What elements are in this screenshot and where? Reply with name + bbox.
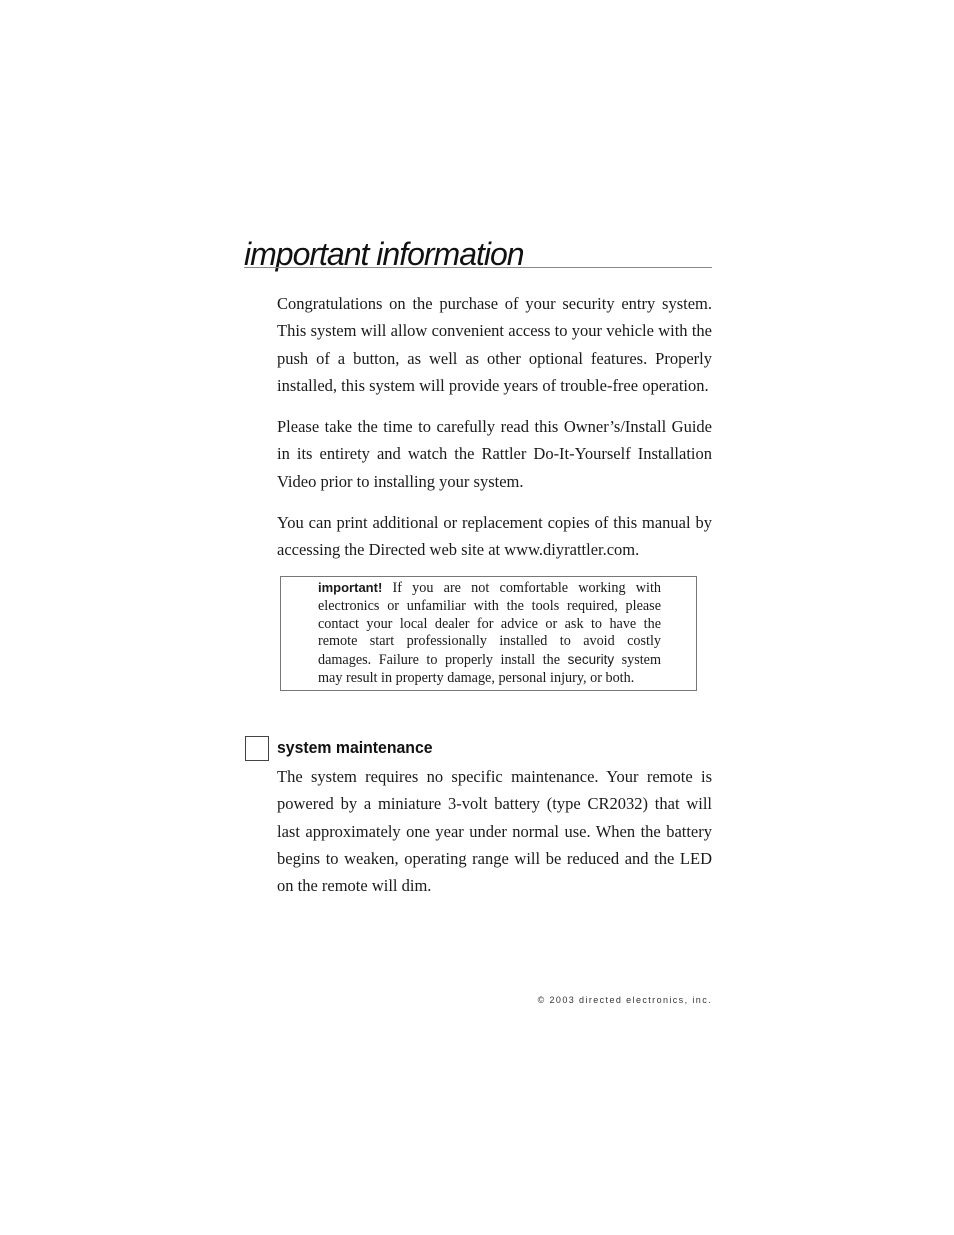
section-marker-box [245,736,269,761]
notice-body-end: system may result in property damage, personal injury, or both. [318,652,662,686]
notice-emphasis: security [567,652,615,668]
important-notice-box [280,576,697,691]
notice-body-start: If you are not comfortable working with electronics or unfamiliar with the tools required, please contact your local dealer for advice or ask to have the remote start professionally installed to avoid costly damages. Failure to properly install the [318,580,662,669]
important-notice-label: important! [318,580,383,595]
section-title-system-maintenance: system maintenance [277,738,433,757]
intro-paragraph-read-guide: Please take the time to carefully read this Owner’s/Install Guide in its entirety and watch the Rattler Do-It-Yourself Installation Video prior to installing your system. [277,417,712,491]
intro-paragraph-web-site: You can print additional or replacement copies of this manual by accessing the Directed web site at www.diyrattler.com. [277,513,712,560]
important-notice-text [318,579,661,688]
heading-rule [244,267,712,268]
maintenance-paragraph: The system requires no specific maintenance. Your remote is powered by a miniature 3-volt battery (type CR2032) that will last approximately one year under normal use. When the battery begins to weaken, operating range will be reduced and the LED on the remote will dim. [277,767,712,896]
copyright-footer: © 2003 directed electronics, inc. [537,995,712,1005]
intro-paragraph-congratulations: Congratulations on the purchase of your security entry system. This system will allow convenient access to your vehicle with the push of a button, as well as other optional features. Properly installed, this system will provide years of trouble-free operation. [277,294,712,395]
page-heading [244,234,712,270]
page-title: important information [244,236,524,272]
